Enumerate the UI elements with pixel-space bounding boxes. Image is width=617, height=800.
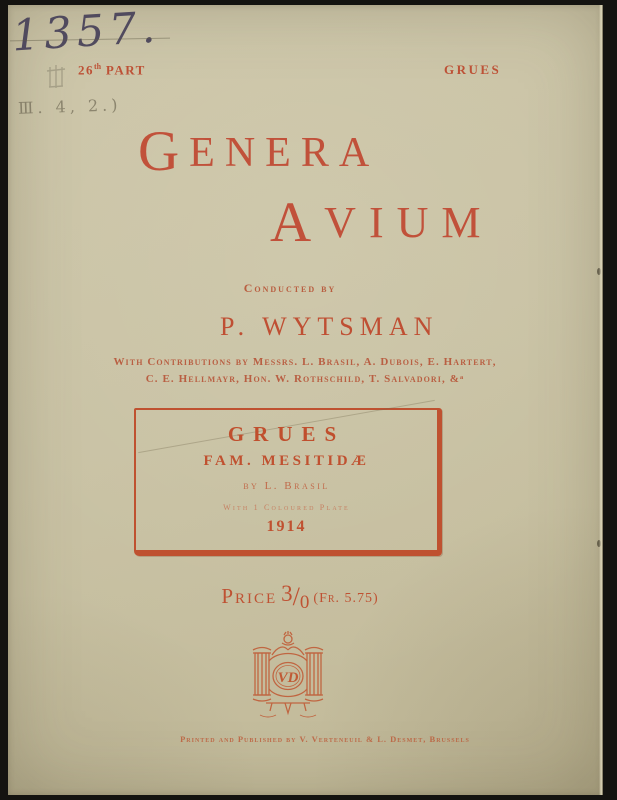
fascicle-author: by L. Brasil <box>243 480 330 492</box>
contributors-line2: C. E. Hellmayr, Hon. W. Rothschild, T. Salvadori, &ᵃ <box>145 373 465 385</box>
book-cover-page <box>8 2 602 795</box>
fascicle-year: 1914 <box>266 518 307 535</box>
price-shillings: 3 <box>281 581 293 606</box>
binding-staple-mark <box>597 268 601 275</box>
part-number-label <box>78 62 146 78</box>
price-label: Price <box>221 584 278 608</box>
editor-name: P. WYTSMAN <box>220 312 439 341</box>
title-initial-g: G <box>138 120 190 183</box>
conducted-by-label: Conducted by <box>243 281 337 295</box>
price-slash: / <box>292 582 300 611</box>
fascicle-plate-note: With 1 Coloured Plate <box>223 503 350 512</box>
title-rest-enera: ENERA <box>189 130 380 176</box>
part-number: 26 <box>78 62 94 78</box>
faint-pencil-stamp-mark <box>44 61 70 97</box>
price-francs: (Fr. 5.75) <box>313 591 379 606</box>
fascicle-title: GRUES <box>227 422 346 446</box>
book-title-line1 <box>138 120 380 183</box>
title-rest-vium: VIUM <box>324 198 494 247</box>
binding-staple-mark <box>597 540 601 547</box>
pencil-shelfmark-note: Ⅲ. 4, 2.) <box>17 95 122 118</box>
price-pence: 0 <box>299 592 310 613</box>
fascicle-family: FAM. MESITIDÆ <box>203 453 370 469</box>
price-line <box>180 581 420 614</box>
handwritten-accession-number: 1357. <box>10 2 162 62</box>
book-title-line2 <box>270 191 494 254</box>
fascicle-info-box <box>134 408 442 556</box>
part-number-suffix: th <box>94 62 102 71</box>
title-initial-a: A <box>270 191 325 254</box>
contributors-block <box>8 354 602 388</box>
part-word: PART <box>105 62 146 78</box>
contributors-line1: With Contributions by Messrs. L. Brasil, A. Dubois, E. Hartert, <box>113 356 497 368</box>
emblem-monogram-letters: VD <box>277 670 299 686</box>
printer-monogram-emblem <box>248 631 328 723</box>
series-header-label: GRUES <box>444 62 502 77</box>
printer-imprint: Printed and Published by V. Verteneuil & L. Desmet, Brussels <box>180 734 470 744</box>
